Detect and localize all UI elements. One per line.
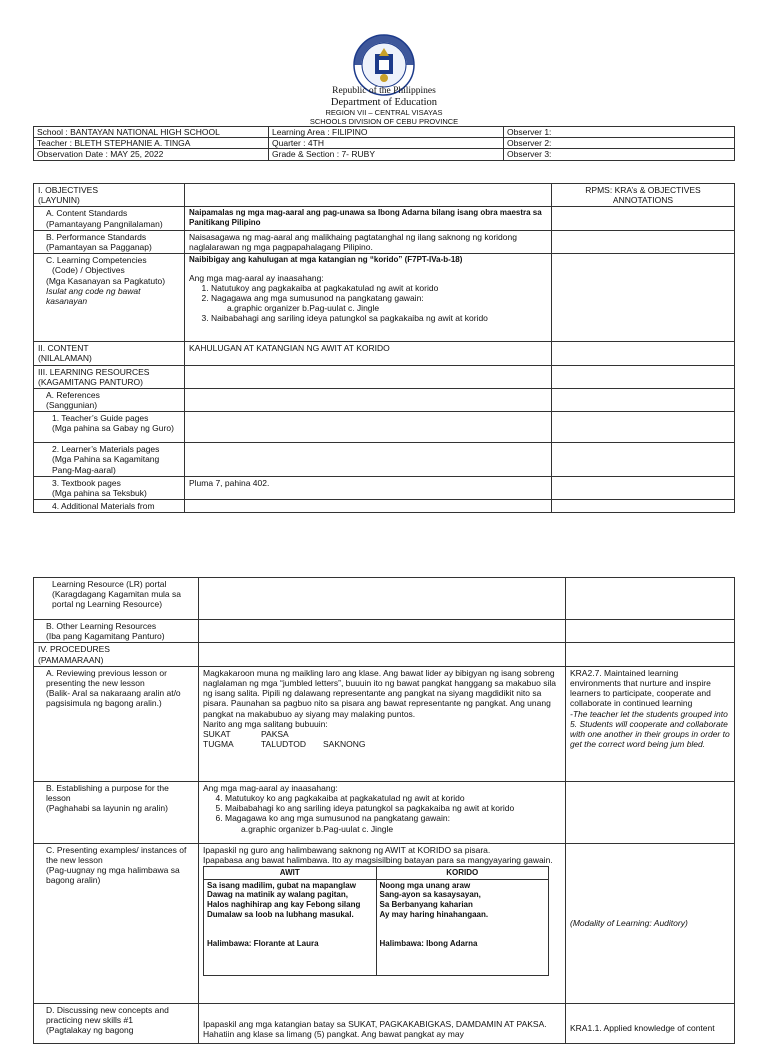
reviewing-lesson-value: Magkakaroon muna ng maikling laro ang klase. Ang bawat lider ay bibigyan ng isang sobreng naglalaman ng mga “jumbled letters”, buuuin ito ng bawat pangkat hanggang sa makabuo sila ng isang salita. Pipili ng dalawang representante ang pangkat na siyang magdidikit nito sa pisara. Paunahan sa pagbuo nito sa pisara ang bawat representante ng pangkat. Ang unang pangkat na makabubuo ay siyang may malaking puntos. Narito ang mga salitang bubuuin: SUKAT PAKSA TUGMA TALUDTOD SAKNONG	[199, 666, 566, 781]
observation-date-cell: Observation Date : MAY 25, 2022	[34, 149, 269, 160]
division-line: SCHOOLS DIVISION OF CEBU PROVINCE	[309, 117, 459, 126]
jumbled-word: SAKNONG	[323, 739, 366, 750]
lr-portal-label: Learning Resource (LR) portal (Karagdagang Kagamitan mula sa portal ng Learning Resource)	[34, 578, 199, 620]
performance-standards-label: B. Performance Standards (Pamantayan sa Pagganap)	[34, 230, 185, 253]
content-standards-value: Naipamalas ng mga mag-aaral ang pag-unawa sa Ibong Adarna bilang isang obra maestra sa Panitikang Pilipino	[185, 207, 552, 230]
rpms-heading: RPMS: KRA’s & OBJECTIVES ANNOTATIONS	[552, 184, 735, 207]
department-line: Department of Education	[330, 97, 438, 108]
jumbled-word: TUGMA	[203, 739, 234, 750]
teacher-cell: Teacher : BLETH STEPHANIE A. TINGA	[34, 138, 269, 149]
objective-item: 6. Magagawa ko ang mga sumusunod na pangkatang gawain: a.graphic organizer b.Pag-uulat c. Jingle	[225, 813, 561, 833]
objective-item: 2. Nagagawa ang mga sumusunod na pangkatang gawain: a.graphic organizer b.Pag-uulat c. Jingle	[211, 293, 547, 313]
content-value: KAHULUGAN AT KATANGIAN NG AWIT AT KORIDO	[185, 342, 552, 365]
objectives-heading: I. OBJECTIVES (LAYUNIN)	[34, 184, 185, 207]
region-line: REGION VII – CENTRAL VISAYAS	[325, 108, 443, 117]
awit-example: Sa isang madilim, gubat na mapanglaw Dawag na matinik ay walang pagitan, Halos naghihirap ang kay Febong silang Dumalaw sa loob na lubhang masukal. Halimbawa: Florante at Laura	[204, 879, 377, 975]
reviewing-lesson-label: A. Reviewing previous lesson or presenting the new lesson (Balik- Aral sa nakaraang aralin at/o pagsisimula ng bagong aralin.)	[34, 666, 199, 781]
quarter-cell: Quarter : 4TH	[269, 138, 504, 149]
discussing-concepts-annotation: KRA1.1. Applied knowledge of content	[566, 1003, 735, 1043]
learning-resources-label: III. LEARNING RESOURCES (KAGAMITANG PANTURO)	[34, 365, 185, 388]
textbook-pages-value: Pluma 7, pahina 402.	[185, 476, 552, 499]
learners-materials-label: 2. Learner’s Materials pages (Mga Pahina sa Kagamitang Pang-Mag-aaral)	[34, 443, 185, 477]
content-label: II. CONTENT (NILALAMAN)	[34, 342, 185, 365]
lesson-plan-table-page1	[33, 183, 735, 513]
korido-header: KORIDO	[376, 867, 549, 880]
grade-section-cell: Grade & Section : 7- RUBY	[269, 149, 504, 160]
info-table	[33, 126, 735, 161]
learning-area-cell: Learning Area : FILIPINO	[269, 127, 504, 138]
other-resources-label: B. Other Learning Resources (Iba pang Kagamitang Panturo)	[34, 620, 199, 643]
observer-2-cell: Observer 2:	[504, 138, 735, 149]
jumbled-word: SUKAT	[203, 728, 231, 739]
korido-example: Noong mga unang araw Sang-ayon sa kasaysayan, Sa Berbanyang kaharian Ay may haring hinahangaan. Halimbawa: Ibong Adarna	[376, 879, 549, 975]
references-label: A. References (Sanggunian)	[34, 388, 185, 411]
awit-korido-table	[203, 866, 549, 976]
content-standards-label: A. Content Standards (Pamantayang Pangnilalaman)	[34, 207, 185, 230]
reviewing-lesson-annotation: KRA2.7. Maintained learning environments that nurture and inspire learners to participate, cooperate and collaborate in continued learning -The teacher let the students grouped into 5. Students will cooperate and collaborate with one another in their groups in order to get the correct word being jum bled.	[566, 666, 735, 781]
objective-item: 4. Matutukoy ko ang pagkakaiba at pagkakatulad ng awit at korido	[225, 793, 561, 803]
objective-item: 1. Natutukoy ang pagkakaiba at pagkakatulad ng awit at korido	[211, 283, 547, 293]
lesson-plan-table-page2	[33, 577, 735, 1044]
observer-1-cell: Observer 1:	[504, 127, 735, 138]
modality-annotation: (Modality of Learning: Auditory)	[566, 843, 735, 1003]
textbook-pages-label: 3. Textbook pages (Mga pahina sa Teksbuk)	[34, 476, 185, 499]
additional-materials-label: 4. Additional Materials from	[34, 500, 185, 513]
learning-competencies-value: Naibibigay ang kahulugan at mga katangian ng “korido” (F7PT-IVa-b-18) Ang mga mag-aaral ay inaasahang: 1. Natutukoy ang pagkakaiba at pagkakatulad ng awit at korido 2. Nagagawa ang mga sumusunod na pangkatang gawain: a.graphic organizer b.Pag-uulat c. Jingle 3. Naibabahagi ang sariling ideya patungkol sa pagkakaiba ng awit at korido	[185, 254, 552, 342]
objective-item: 3. Naibabahagi ang sariling ideya patungkol sa pagkakaiba ng awit at korido	[211, 313, 547, 323]
discussing-concepts-label: D. Discussing new concepts and practicing new skills #1 (Pagtalakay ng bagong	[34, 1003, 199, 1043]
performance-standards-value: Naisasagawa ng mag-aaral ang malikhaing pagtatanghal ng ilang saknong ng koridong naglalarawan ng mga pagpapahalagang Pilipino.	[185, 230, 552, 253]
presenting-examples-label: C. Presenting examples/ instances of the new lesson (Pag-uugnay ng mga halimbawa sa bagong aralin)	[34, 843, 199, 1003]
jumbled-word: TALUDTOD	[261, 739, 307, 750]
discussing-concepts-value: Ipapaskil ang mga katangian batay sa SUKAT, PAGKAKABIGKAS, DAMDAMIN AT PAKSA. Hahatiin ang klase sa limang (5) pangkat. Ang bawat pangkat ay may	[199, 1003, 566, 1043]
procedures-heading: IV. PROCEDURES (PAMAMARAAN)	[34, 643, 199, 666]
school-cell: School : BANTAYAN NATIONAL HIGH SCHOOL	[34, 127, 269, 138]
learning-competencies-label: C. Learning Competencies (Code) / Objectives (Mga Kasanayan sa Pagkatuto) Isulat ang code ng bawat kasanayan	[34, 254, 185, 342]
presenting-examples-value: Ipapaskil ng guro ang halimbawang saknong ng AWIT at KORIDO sa pisara. Ipapabasa ang bawat halimbawa. Ito ay magsisilbing batayan para sa mangyayaring gawain. AWIT KORIDO Sa isang madilim, gubat na mapanglaw Dawag na matinik ay walang pagitan, Halos naghihirap ang kay Febong silang Dumalaw sa loob na lubhang masukal. Halimbawa: Florante at Laura Noong mga unang araw Sang-ayon sa kasaysayan, Sa Berbanyang kaharian Ay may haring hinahangaan. Halimbawa: Ibong Adarna	[199, 843, 566, 1003]
observer-3-cell: Observer 3:	[504, 149, 735, 160]
establishing-purpose-label: B. Establishing a purpose for the lesson (Paghahabi sa layunin ng aralin)	[34, 781, 199, 843]
teachers-guide-label: 1. Teacher’s Guide pages (Mga pahina sa Gabay ng Guro)	[34, 412, 185, 443]
establishing-purpose-value: Ang mga mag-aaral ay inaasahang: 4. Matutukoy ko ang pagkakaiba at pagkakatulad ng awit at korido 5. Maibabahagi ko ang sariling ideya patungkol sa pagkakaiba ng awit at korido 6. Magagawa ko ang mga sumusunod na pangkatang gawain: a.graphic organizer b.Pag-uulat c. Jingle	[199, 781, 566, 843]
objective-item: 5. Maibabahagi ko ang sariling ideya patungkol sa pagkakaiba ng awit at korido	[225, 803, 561, 813]
awit-header: AWIT	[204, 867, 377, 880]
jumbled-word: PAKSA	[261, 728, 289, 739]
republic-line: Republic of the Philippines	[332, 86, 436, 96]
